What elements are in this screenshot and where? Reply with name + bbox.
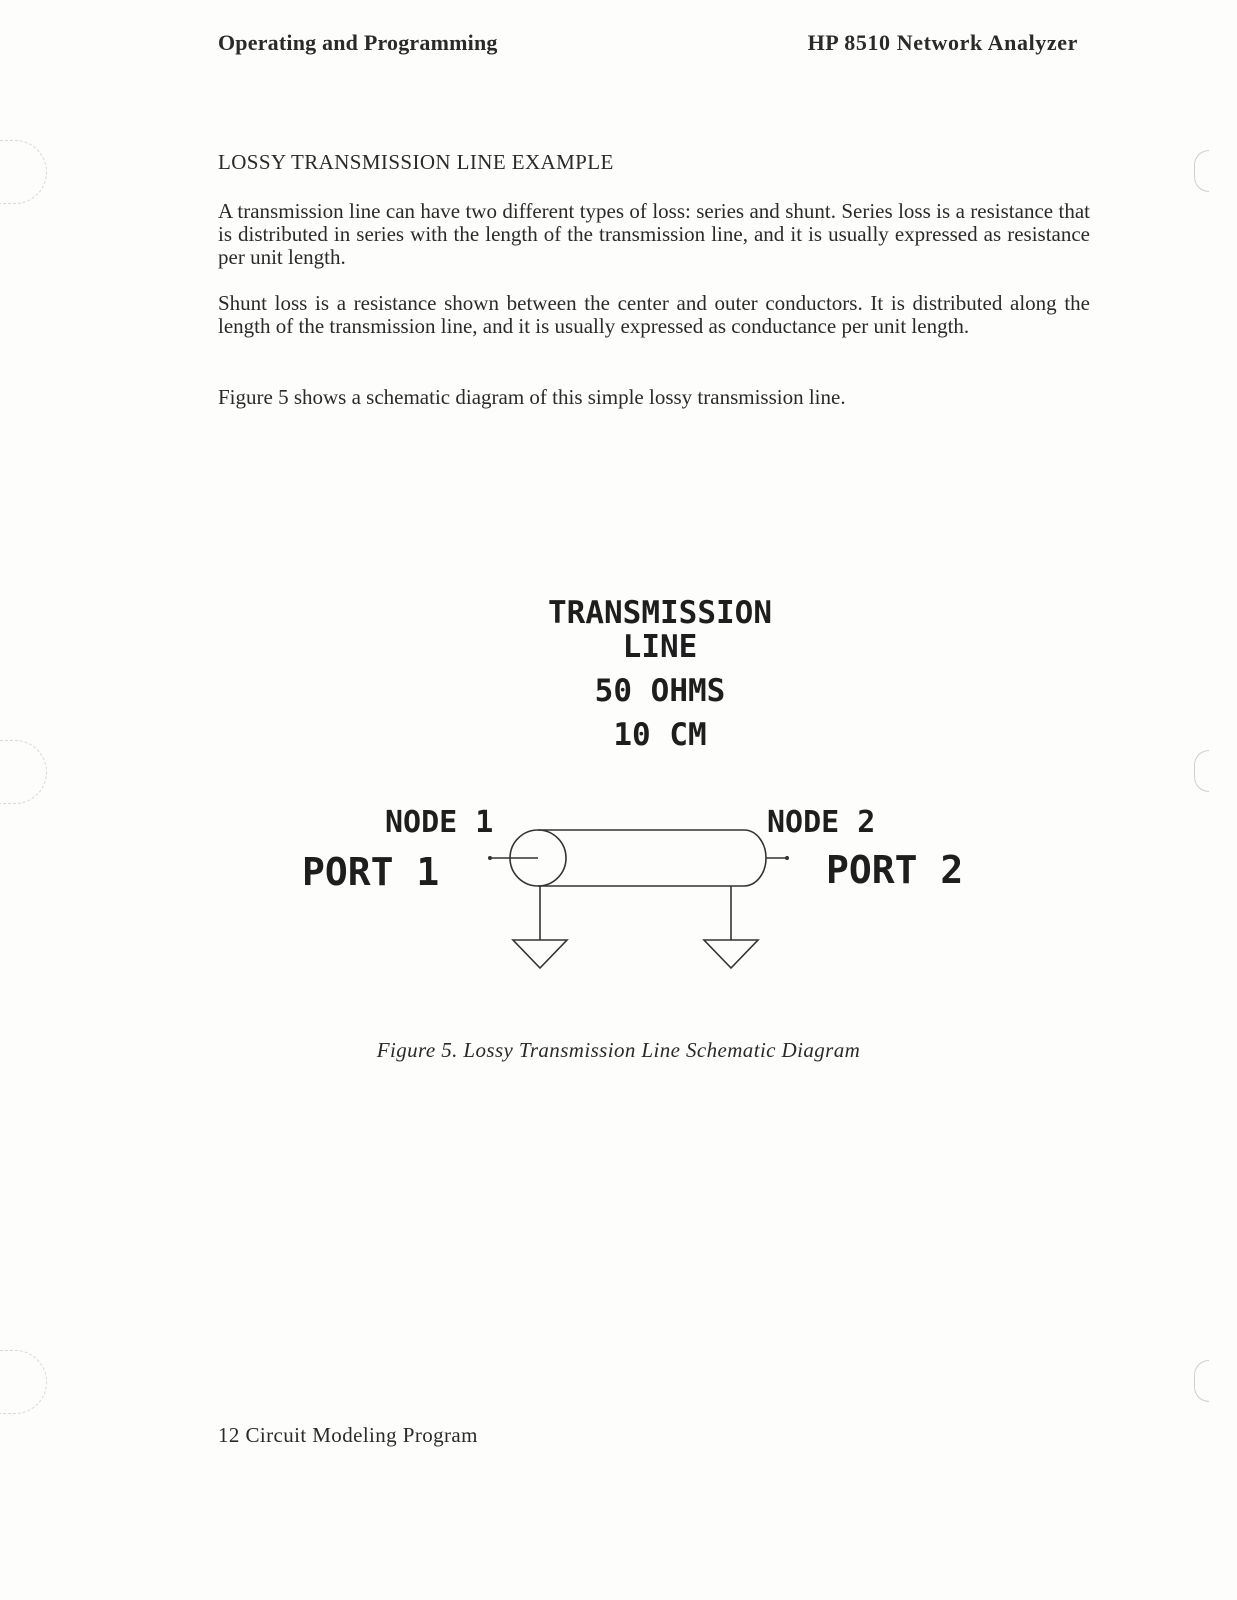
node2-label: NODE 2 (767, 805, 876, 840)
paragraph-figure-reference: Figure 5 shows a schematic diagram of this simple lossy transmission line. (218, 385, 846, 409)
coax-body (538, 830, 766, 886)
header-product-title: HP 8510 Network Analyzer (807, 30, 1078, 55)
ground-symbol-right (704, 940, 758, 968)
line-label-top: TRANSMISSION (548, 595, 772, 631)
paragraph-series-loss: A transmission line can have two different types of loss: series and shunt. Series loss is a resistance that is distributed in series with the length of the transmission line, and it is usually expressed as resistance per unit length. (218, 199, 1090, 269)
length-label: 10 CM (613, 717, 707, 753)
punch-hole-mark (0, 1350, 47, 1414)
paragraph-shunt-loss: Shunt loss is a resistance shown between the center and outer conductors. It is distributed along the length of the transmission line, and it is usually expressed as conductance per unit length. (218, 291, 1090, 338)
binding-mark (1194, 750, 1209, 792)
page-footer: 12 Circuit Modeling Program (218, 1423, 478, 1447)
node2-terminal (785, 856, 789, 860)
ground-symbol-left (513, 940, 567, 968)
impedance-label: 50 OHMS (594, 673, 726, 709)
node1-label: NODE 1 (385, 805, 494, 840)
section-heading: LOSSY TRANSMISSION LINE EXAMPLE (218, 150, 614, 174)
schematic-diagram (0, 590, 1237, 990)
figure-caption: Figure 5. Lossy Transmission Line Schematic Diagram (376, 1038, 861, 1062)
header-section-title: Operating and Programming (218, 30, 498, 55)
node1-terminal (488, 856, 492, 860)
line-label-bottom: LINE (622, 629, 698, 665)
schematic-figure (0, 590, 1237, 990)
port2-label: PORT 2 (826, 848, 964, 892)
binding-mark (1194, 150, 1209, 192)
port1-label: PORT 1 (302, 850, 440, 894)
punch-hole-mark (0, 140, 47, 204)
binding-mark (1194, 1360, 1209, 1402)
page-header (218, 30, 1078, 60)
